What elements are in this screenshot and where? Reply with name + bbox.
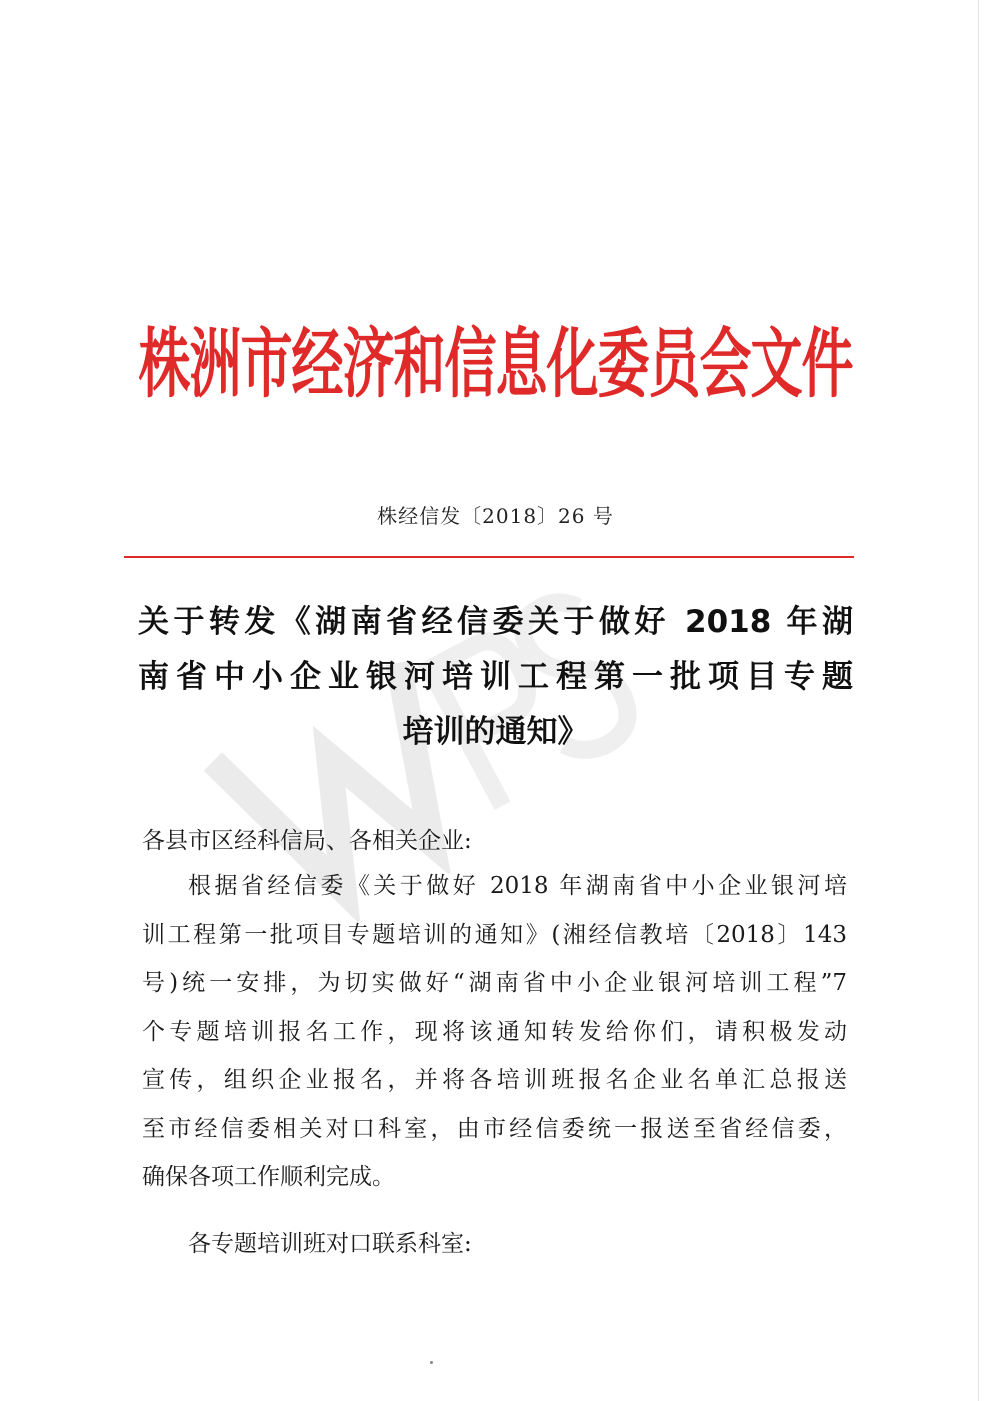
notice-title-line: 南省中小企业银河培训工程第一批项目专题 [138, 659, 853, 695]
paragraph-line: 确保各项工作顺利完成。 [142, 1164, 395, 1190]
scan-edge [978, 0, 979, 1401]
paragraph-line: 根据省经信委《关于做好 2018 年湖南省中小企业银河培 [188, 873, 847, 899]
paragraph-line: 至市经信委相关对口科室，由市经信委统一报送至省经信委， [142, 1115, 847, 1142]
contacts-heading: 各专题培训班对口联系科室: [188, 1231, 472, 1257]
red-divider-line [124, 556, 854, 558]
notice-title [138, 595, 853, 760]
issuing-authority-header: 株洲市经济和信息化委员会文件 [138, 322, 853, 409]
notice-title-line: 培训的通知》 [402, 714, 589, 750]
body-paragraph [142, 862, 847, 1202]
document-number: 株经信发〔2018〕26 号 [377, 504, 614, 528]
paragraph-line: 宣传，组织企业报名，并将各培训班报名企业名单汇总报送 [142, 1067, 847, 1093]
paragraph-line: 训工程第一批项目专题培训的通知》(湘经信教培〔2018〕143 [142, 921, 847, 948]
notice-title-line: 关于转发《湖南省经信委关于做好 2018 年湖 [138, 604, 853, 640]
paragraph-line: 个专题培训报名工作，现将该通知转发给你们，请积极发动 [142, 1018, 847, 1045]
salutation: 各县市区经科信局、各相关企业: [142, 828, 472, 854]
paragraph-line: 号)统一安排，为切实做好“湖南省中小企业银河培训工程”7 [142, 970, 847, 996]
scan-speck [430, 1361, 433, 1364]
